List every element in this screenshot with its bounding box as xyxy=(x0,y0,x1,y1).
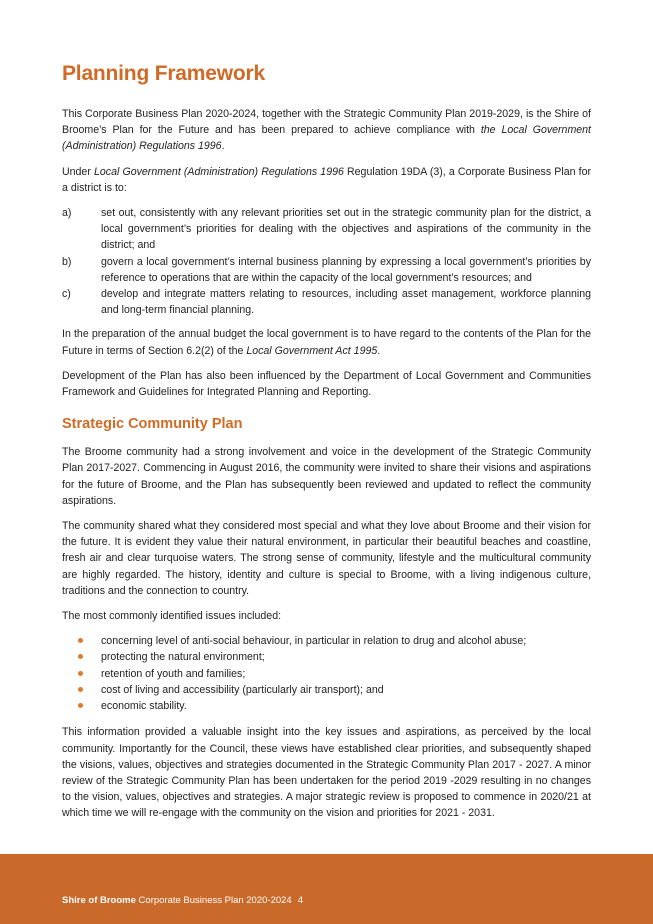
list-item: retention of youth and families; xyxy=(62,666,591,682)
list-item: cost of living and accessibility (particularly air transport); and xyxy=(62,682,591,698)
list-item: b) govern a local government’s internal business planning by expressing a local government’s priorities by reference to operations that are within the capacity of the local government’s resources; and xyxy=(62,255,591,284)
development-paragraph: Development of the Plan has also been influenced by the Department of Local Government and Communities Framework and Guidelines for Integrated Planning and Reporting. xyxy=(62,369,591,399)
footer-text: Shire of Broome Corporate Business Plan 2020-2024 4 xyxy=(62,895,303,906)
list-item: concerning level of anti-social behaviour, in particular in relation to drug and alcohol abuse; xyxy=(62,633,591,649)
scp-paragraph-3: This information provided a valuable insight into the key issues and aspirations, as perceived by the local community. Importantly for the Council, these views have established clear priorities, and subsequently shaped the visions, values, objectives and strategies documented in the Strategic Community Plan 2017 - 2027. A minor review of the Strategic Community Plan has been undertaken for the period 2019 -2029 resulting in no changes to the vision, values, objectives and strategies. A major strategic review is proposed to commence in 2020/21 at which time we will re-engage with the community on the vision and priorities for 2021 - 2031. xyxy=(62,726,591,820)
requirements-list xyxy=(62,205,591,318)
intro-paragraph: This Corporate Business Plan 2020-2024, together with the Strategic Community Plan 2019-2029, is the Shire of Broome’s Plan for the Future and has been prepared to achieve compliance with the Local Government (Administration) Regulations 1996. xyxy=(62,108,591,153)
page-title: Planning Framework xyxy=(62,62,265,85)
regulation-paragraph: Under Local Government (Administration) Regulations 1996 Regulation 19DA (3), a Corporate Business Plan for a district is to: xyxy=(62,165,591,194)
page-footer xyxy=(0,854,653,924)
list-item: a) set out, consistently with any relevant priorities set out in the strategic community plan for the district, a local government’s priorities for dealing with the objectives and aspirations of the community in the district; and xyxy=(62,207,591,252)
page-content xyxy=(62,62,591,831)
issues-intro: The most commonly identified issues included: xyxy=(62,610,282,623)
bullet-icon xyxy=(78,654,83,659)
scp-paragraph-1: The Broome community had a strong involvement and voice in the development of the Strategic Community Plan 2017-2027. Commencing in August 2016, the community were invited to share their visions and aspirations for the future of Broome, and the Plan has subsequently been reviewed and updated to reflect the community aspirations. xyxy=(62,446,591,507)
bullet-icon xyxy=(78,703,83,708)
list-item: c) develop and integrate matters relating to resources, including asset management, workforce planning and long-term financial planning. xyxy=(62,288,591,317)
bullet-icon xyxy=(78,671,83,676)
budget-paragraph: In the preparation of the annual budget the local government is to have regard to the contents of the Plan for the Future in terms of Section 6.2(2) of the Local Government Act 1995. xyxy=(62,328,591,357)
bullet-icon xyxy=(78,638,83,643)
list-item: protecting the natural environment; xyxy=(62,649,591,665)
scp-paragraph-2: The community shared what they considered most special and what they love about Broome and their vision for the future. It is evident they value their natural environment, in particular their beautiful beaches and coastline, fresh air and clear turquoise waters. The strong sense of community, lifestyle and the multicultural community are highly regarded. The history, identity and culture is special to Broome, with a living indigenous culture, traditions and the connection to country. xyxy=(62,520,591,597)
page-number: 4 xyxy=(297,895,303,906)
list-item: economic stability. xyxy=(62,698,591,714)
bullet-icon xyxy=(78,687,83,692)
section-heading: Strategic Community Plan xyxy=(62,416,243,433)
issues-list xyxy=(62,633,591,714)
